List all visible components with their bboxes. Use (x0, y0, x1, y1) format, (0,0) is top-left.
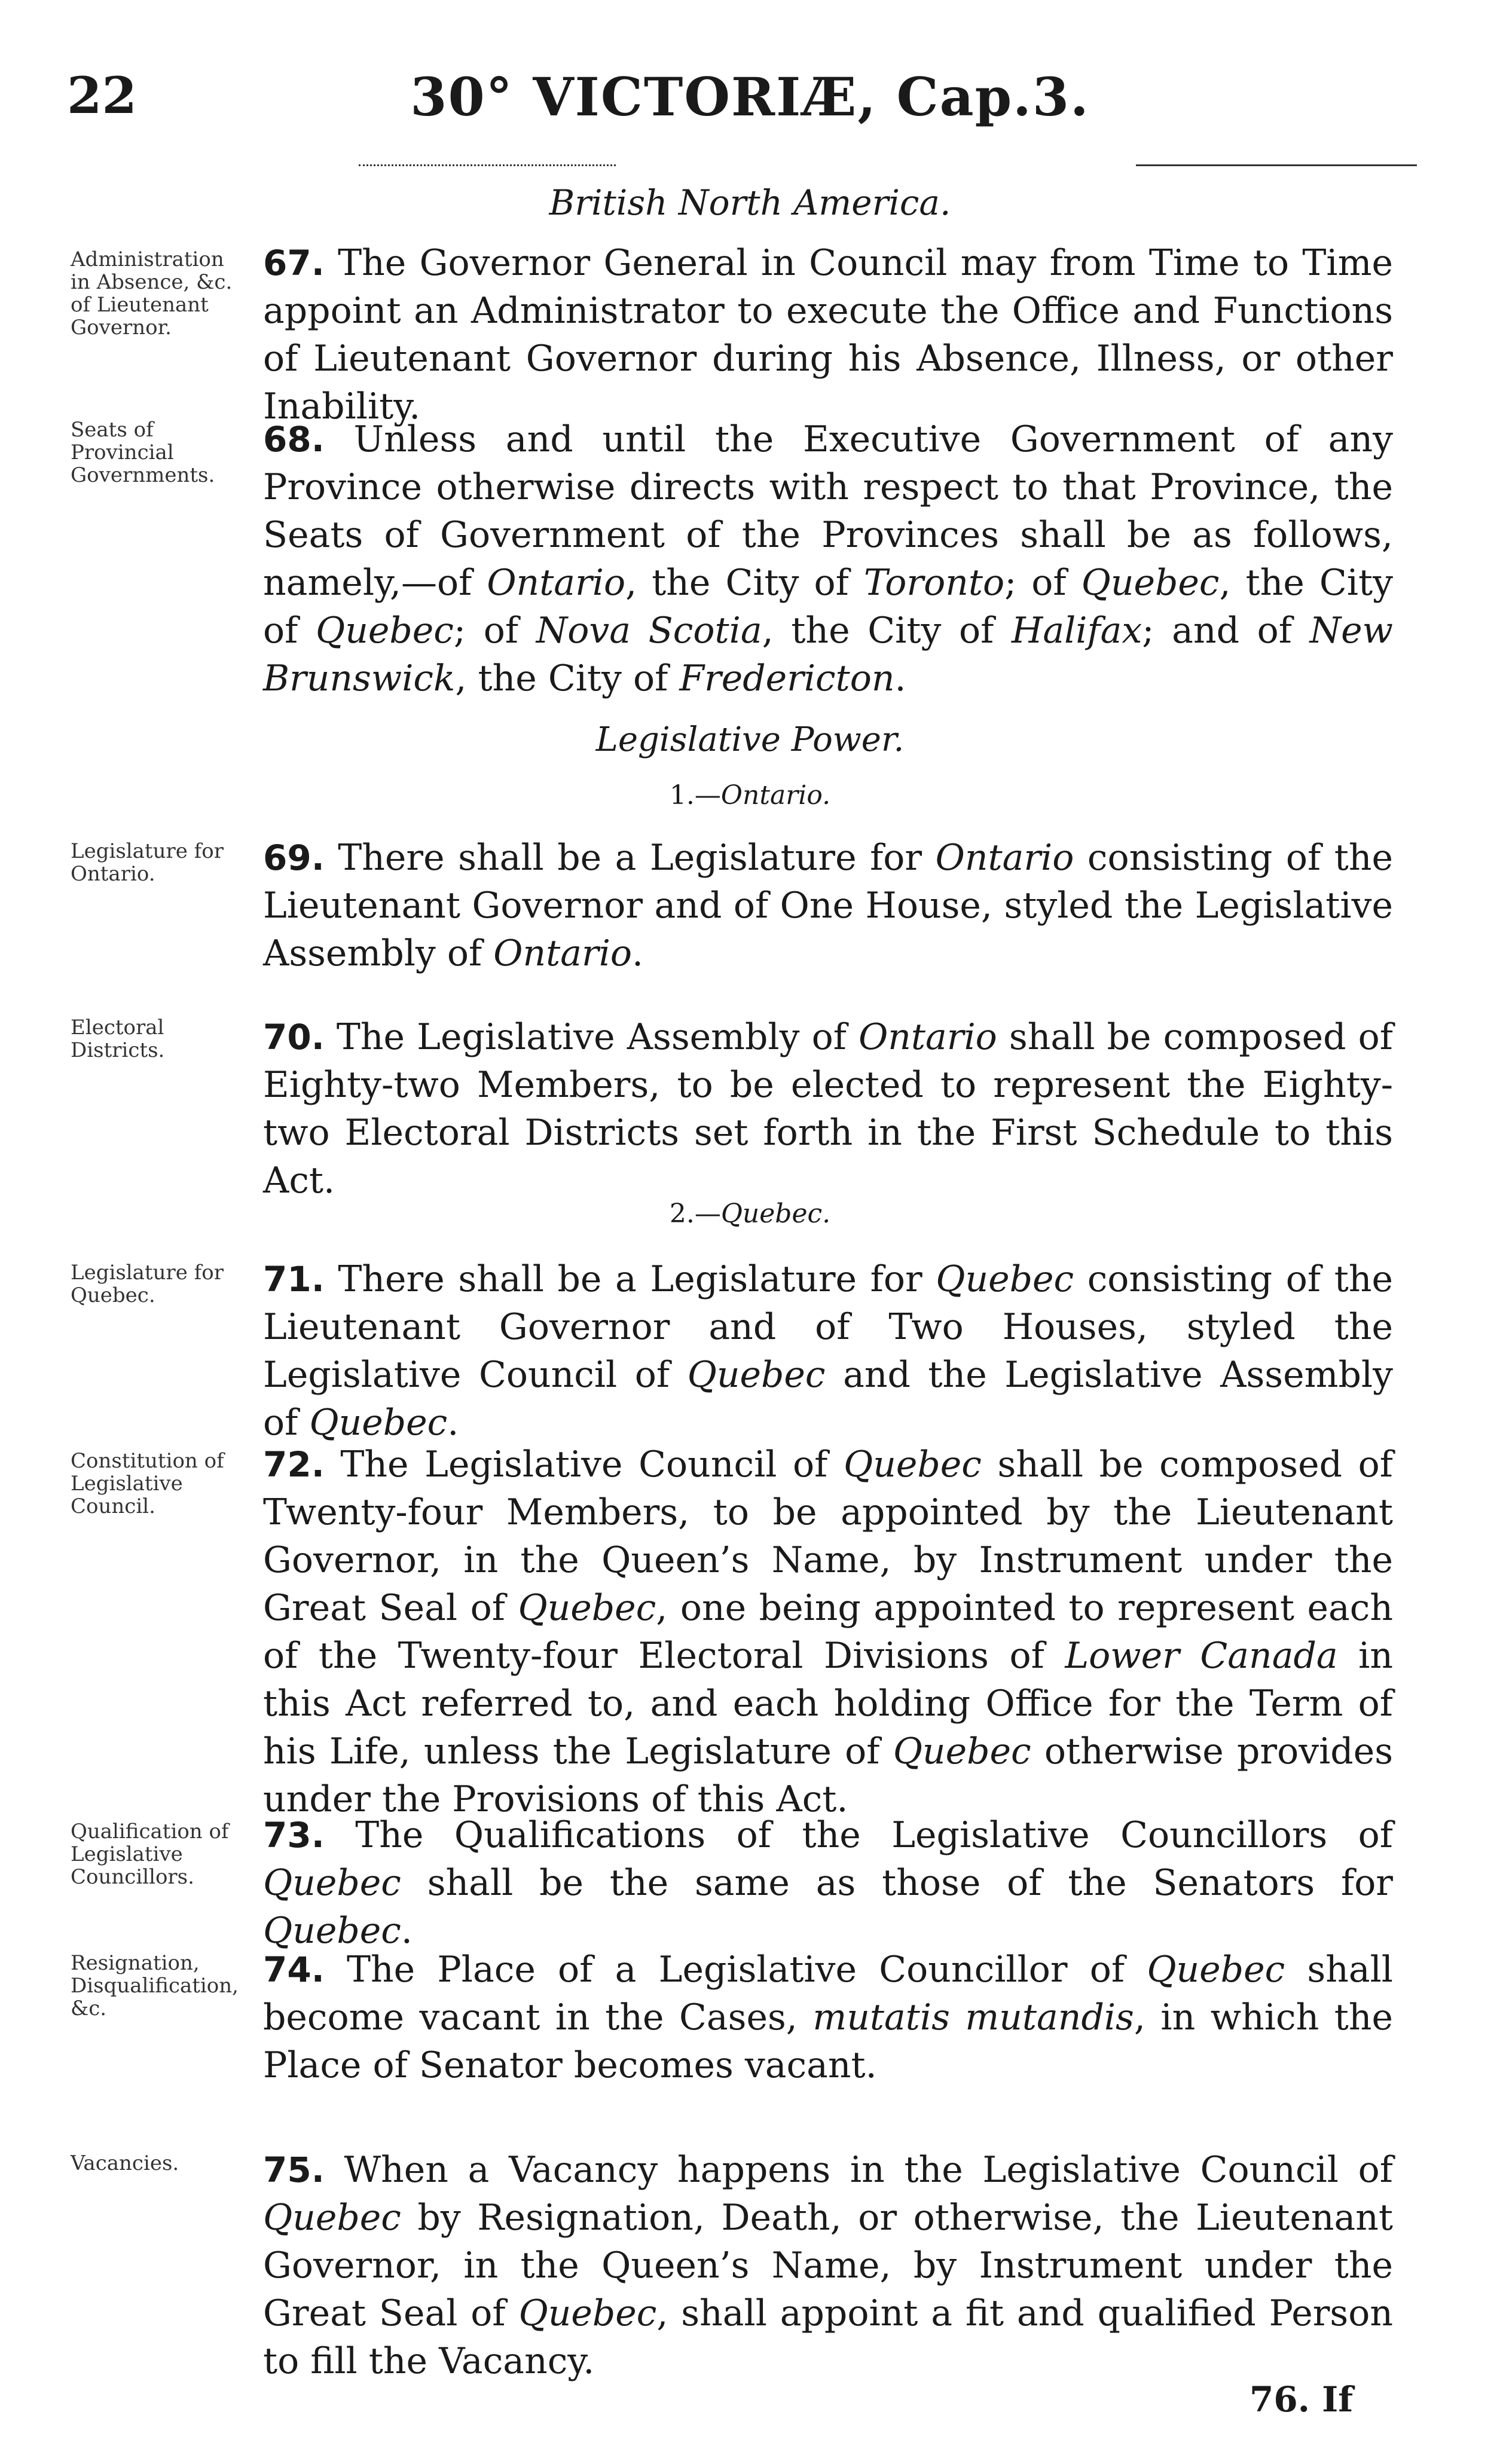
section-text: otherwise provides under the Provisions of this Act. (263, 1731, 1394, 1820)
section-text: The Legislative Council of (340, 1444, 844, 1485)
section-68 (263, 415, 1393, 702)
margin-note-72: Constitution of Legislative Council. (71, 1449, 224, 1518)
place-name: New Brunswick (263, 610, 1394, 699)
section-text: There shall be a Legislature for (338, 1258, 936, 1300)
section-70 (263, 1013, 1393, 1205)
section-text: ; of (453, 610, 536, 652)
section-text: , one being appointed to represent each of the Twenty-four Electoral Divisions of (263, 1587, 1394, 1677)
section-text: . (632, 933, 644, 974)
section-text: , shall appoint a fit and qualified Person to fill the Vacancy. (263, 2292, 1393, 2382)
section-text: shall be the same as those of the Senators for (401, 1862, 1393, 1904)
heading-quebec (0, 1199, 1500, 1229)
heading-number: 1.— (669, 780, 721, 811)
section-text: Unless and until the Executive Government of any Province otherwise directs with respect to that Province, the Seats of Government of the Provinces shall be as follows, namely,—of (263, 418, 1393, 604)
section-number: 72. (263, 1444, 325, 1485)
section-69 (263, 834, 1393, 977)
latin-phrase: mutatis mutandis (812, 1997, 1134, 2038)
section-text: , the City of (625, 562, 864, 604)
place-name: Quebec (309, 1402, 448, 1444)
place-name: Ontario (487, 562, 626, 604)
subhead: British North America. (549, 182, 951, 223)
section-text: consisting of the Lieutenant Governor and of Two Houses, styled the Legislative Council of (263, 1258, 1393, 1396)
margin-note-69: Legislature for Ontario. (71, 839, 224, 886)
section-number: 67. (263, 243, 325, 283)
section-text: , the City of (762, 610, 1012, 652)
place-name: Quebec (263, 1910, 401, 1952)
section-text: ; and of (1142, 610, 1310, 652)
place-name: Ontario (493, 933, 633, 974)
place-name: Nova Scotia (536, 610, 762, 652)
section-text: The Place of a Legislative Councillor of (346, 1949, 1147, 1991)
place-name: Quebec (518, 2292, 657, 2334)
margin-note-68: Seats of Provincial Governments. (71, 418, 215, 487)
margin-note-74: Resignation, Disqualification, &c. (71, 1951, 239, 2020)
place-name: Ontario (935, 837, 1074, 879)
section-75 (263, 2146, 1393, 2385)
place-name: Ontario (859, 1016, 997, 1058)
margin-note-70: Electoral Districts. (71, 1016, 165, 1062)
section-text: When a Vacancy happens in the Legislative Council of (344, 2149, 1393, 2191)
place-name: Fredericton (679, 658, 895, 699)
section-text: shall become vacant in the Cases, (263, 1949, 1393, 2038)
place-name: Quebec (263, 2197, 401, 2239)
section-number: 73. (263, 1815, 325, 1855)
section-number: 75. (263, 2150, 325, 2190)
heading-label: Ontario. (720, 780, 831, 811)
section-text: , the City of (455, 658, 680, 699)
section-text: by Resignation, Death, or otherwise, the Lieutenant Governor, in the Queen’s Name, by Instrument under the Great Seal of (263, 2197, 1393, 2334)
heading-ontario (0, 780, 1500, 811)
section-text: . (447, 1402, 459, 1444)
section-67 (263, 239, 1393, 430)
section-number: 68. (263, 419, 325, 460)
page-number: 22 (67, 66, 137, 125)
running-head: 30° VICTORIÆ, Cap.3. (410, 66, 1090, 128)
section-text: and the Legislative Assembly of (263, 1354, 1393, 1444)
margin-note-73: Qualification of Legislative Councillors. (71, 1820, 229, 1889)
section-text: , the City of (263, 562, 1393, 652)
section-71 (263, 1255, 1393, 1447)
place-name: Halifax (1012, 610, 1142, 652)
place-name: Quebec (518, 1587, 656, 1629)
margin-note-75: Vacancies. (71, 2151, 179, 2175)
section-text: There shall be a Legislature for (338, 837, 936, 879)
section-74 (263, 1946, 1393, 2089)
section-text: , in which the Place of Senator becomes vacant. (263, 1997, 1393, 2086)
margin-note-67: Administration in Absence, &c. of Lieutenant Governor. (71, 247, 233, 340)
place-name: Lower Canada (1065, 1635, 1338, 1677)
section-72 (263, 1441, 1393, 1823)
section-text: consisting of the Lieutenant Governor and of One House, styled the Legislative Assembly of (263, 837, 1393, 974)
header-rule-left (359, 164, 616, 166)
heading-number: 2.— (669, 1199, 721, 1229)
place-name: Quebec (316, 610, 454, 652)
section-number: 71. (263, 1259, 325, 1300)
place-name: Toronto (863, 562, 1005, 604)
place-name: Quebec (844, 1444, 982, 1485)
section-number: 74. (263, 1949, 325, 1990)
header-rule-right (1136, 164, 1417, 166)
place-name: Quebec (263, 1862, 401, 1904)
place-name: Quebec (936, 1258, 1074, 1300)
place-name: Quebec (1147, 1949, 1285, 1991)
section-number: 69. (263, 837, 325, 878)
section-73 (263, 1811, 1393, 1955)
section-text: ; of (1004, 562, 1082, 604)
heading-legislative-power: Legislative Power. (595, 720, 905, 759)
section-text: The Legislative Assembly of (336, 1016, 859, 1058)
margin-note-71: Legislature for Quebec. (71, 1261, 224, 1307)
place-name: Quebec (687, 1354, 826, 1396)
section-text: shall be composed of Eighty-two Members, to be elected to represent the Eighty-two Electoral Districts set forth in the First Schedule to this Act. (263, 1016, 1393, 1202)
heading-label: Quebec. (720, 1199, 831, 1229)
place-name: Quebec (1081, 562, 1220, 604)
section-text: The Governor General in Council may from Time to Time appoint an Administrator to execute the Office and Functions of Lieutenant Governor during his Absence, Illness, or other Inability. (263, 242, 1393, 427)
section-text: in this Act referred to, and each holding Office for the Term of his Life, unless the Legislature of (263, 1635, 1394, 1772)
catchword: 76. If (1250, 2379, 1354, 2420)
section-text: . (401, 1910, 413, 1952)
section-number: 70. (263, 1017, 325, 1057)
place-name: Quebec (893, 1731, 1031, 1772)
section-text: . (894, 658, 906, 699)
section-text: shall be composed of Twenty-four Members, to be appointed by the Lieutenant Governor, in the Queen’s Name, by Instrument under the Great Seal of (263, 1444, 1393, 1629)
section-text: The Qualifications of the Legislative Councillors of (355, 1814, 1394, 1856)
